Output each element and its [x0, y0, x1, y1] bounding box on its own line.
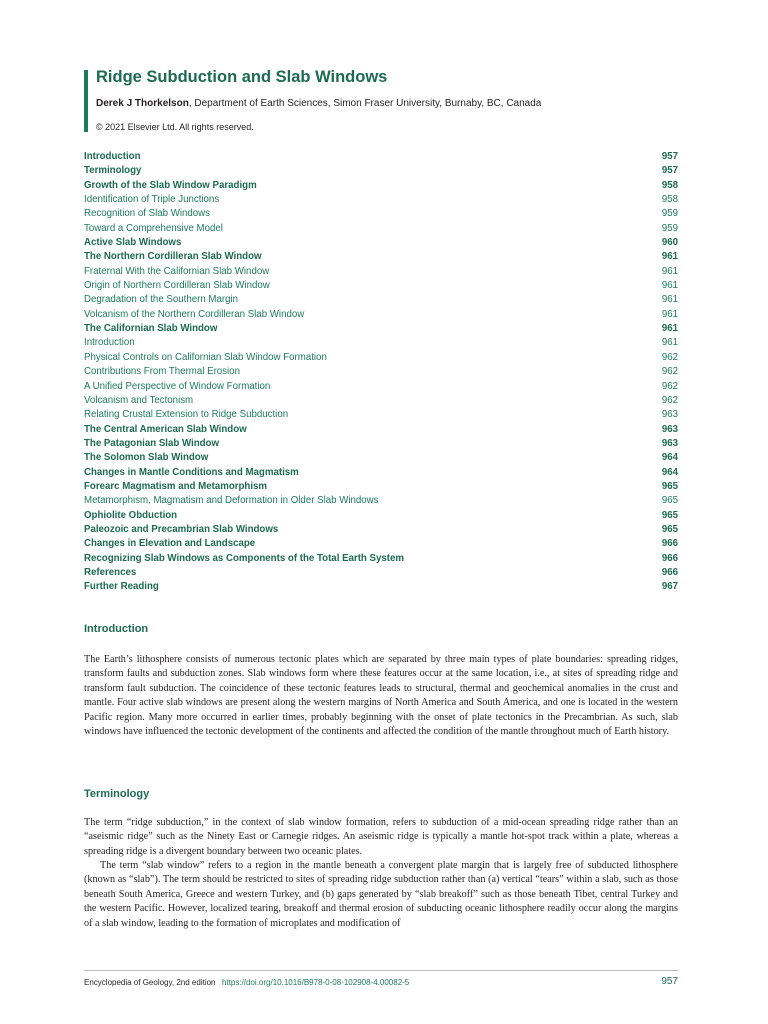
toc-entry[interactable]: [84, 279, 678, 293]
toc-entry[interactable]: [84, 250, 678, 264]
toc-entry-page: 961: [661, 280, 678, 292]
toc-entry-page: 961: [661, 251, 678, 263]
toc-entry[interactable]: [84, 179, 678, 193]
header-accent-bar: [84, 70, 88, 132]
toc-entry-page: 963: [661, 437, 678, 449]
toc-entry[interactable]: [84, 351, 678, 365]
footer-doi-link[interactable]: https://doi.org/10.1016/B978-0-08-102908-4.00082-5: [222, 978, 410, 987]
toc-entry-page: 961: [661, 265, 678, 277]
toc-entry-label: Paleozoic and Precambrian Slab Windows: [84, 523, 279, 535]
toc-entry-label: The Solomon Slab Window: [84, 452, 209, 464]
toc-entry-label: Metamorphism, Magmatism and Deformation in Older Slab Windows: [84, 495, 379, 507]
toc-entry-page: 957: [661, 151, 678, 162]
toc-entry-label: Degradation of the Southern Margin: [84, 294, 239, 306]
toc-entry[interactable]: [84, 437, 678, 451]
toc-entry-page: 959: [661, 208, 678, 220]
author-line: [96, 98, 541, 109]
toc-entry[interactable]: [84, 494, 678, 508]
toc-entry[interactable]: [84, 466, 678, 480]
toc-entry[interactable]: [84, 380, 678, 394]
toc-entry-label: Recognition of Slab Windows: [84, 208, 211, 220]
toc-entry[interactable]: [84, 480, 678, 494]
toc-entry-page: 959: [661, 222, 678, 234]
toc-entry-page: 963: [661, 409, 678, 421]
toc-entry-page: 964: [661, 452, 678, 464]
toc-entry-page: 965: [661, 480, 678, 492]
toc-entry-page: 960: [661, 237, 678, 249]
toc-entry[interactable]: [84, 537, 678, 551]
toc-entry[interactable]: [84, 164, 678, 178]
toc-entry[interactable]: [84, 150, 678, 164]
toc-entry[interactable]: [84, 236, 678, 250]
toc-entry-page: 967: [661, 581, 678, 593]
toc-entry-page: 963: [661, 423, 678, 435]
toc-entry-label: Growth of the Slab Window Paradigm: [84, 179, 257, 191]
copyright-notice: © 2021 Elsevier Ltd. All rights reserved.: [96, 122, 254, 132]
toc-entry-label: Identification of Triple Junctions: [84, 194, 220, 206]
toc-entry-page: 961: [661, 294, 678, 306]
toc-entry-label: Recognizing Slab Windows as Components of the Total Earth System: [84, 552, 404, 564]
toc-entry[interactable]: [84, 394, 678, 408]
author-affiliation: , Department of Earth Sciences, Simon Fraser University, Burnaby, BC, Canada: [188, 98, 542, 109]
section-heading-terminology: Terminology: [84, 788, 150, 800]
toc-entry[interactable]: [84, 451, 678, 465]
toc-entry-page: 966: [661, 566, 678, 578]
toc-entry-label: Contributions From Thermal Erosion: [84, 366, 240, 378]
toc-entry-label: Introduction: [84, 337, 135, 349]
toc-entry-label: Volcanism of the Northern Cordilleran Slab Window: [84, 308, 305, 320]
toc-entry-label: Origin of Northern Cordilleran Slab Window: [84, 280, 270, 292]
section-heading-introduction: Introduction: [84, 623, 149, 635]
toc-entry-label: Fraternal With the Californian Slab Window: [84, 265, 270, 277]
toc-entry[interactable]: [84, 322, 678, 336]
toc-entry-label: Changes in Mantle Conditions and Magmatism: [84, 466, 299, 478]
toc-entry-page: 958: [661, 194, 678, 206]
toc-entry[interactable]: [84, 566, 678, 580]
toc-entry-label: References: [84, 566, 137, 578]
toc-entry[interactable]: [84, 207, 678, 221]
toc-entry[interactable]: [84, 193, 678, 207]
article-title: Ridge Subduction and Slab Windows: [96, 68, 388, 86]
toc-entry-page: 966: [661, 538, 678, 550]
toc-entry-label: Terminology: [84, 165, 142, 177]
toc-entry-label: Volcanism and Tectonism: [84, 394, 194, 406]
toc-entry-label: Changes in Elevation and Landscape: [84, 538, 256, 550]
toc-entry[interactable]: [84, 222, 678, 236]
toc-entry-label: Forearc Magmatism and Metamorphism: [84, 480, 268, 492]
toc-entry-label: Toward a Comprehensive Model: [84, 222, 223, 234]
toc-entry-page: 958: [661, 179, 678, 191]
toc-entry-label: The Northern Cordilleran Slab Window: [84, 251, 262, 263]
toc-entry[interactable]: [84, 423, 678, 437]
toc-entry-label: Relating Crustal Extension to Ridge Subduction: [84, 409, 289, 421]
toc-entry[interactable]: [84, 265, 678, 279]
table-of-contents: [84, 150, 678, 595]
toc-entry-label: Further Reading: [84, 581, 159, 593]
footer-divider: [84, 970, 678, 971]
toc-entry-page: 962: [661, 380, 678, 392]
introduction-paragraph: The Earth’s lithosphere consists of numerous tectonic plates which are separated by three main types of plate boundaries: spreading ridges, transform faults and subduction zones. Slab windows form where these features occur at the same location, i.e., at sites of spreading ridge and transform fault subduction. The coincidence of these tectonic features leads to structural, thermal and geochemical anomalies in the crust and mantle. Four active slab windows are present along the western margins of North America and South America, and one is located in the western Pacific region. Many more occurred in earlier times, probably beginning with the onset of plate tectonics in the Precambrian. As such, slab windows have influenced the tectonic development of the continents and affected the condition of the mantle throughout much of Earth history.: [84, 654, 678, 738]
footer-source: Encyclopedia of Geology, 2nd edition: [84, 978, 216, 987]
toc-entry-label: A Unified Perspective of Window Formation: [84, 380, 271, 392]
toc-entry[interactable]: [84, 308, 678, 322]
toc-entry-page: 964: [661, 466, 678, 478]
toc-entry[interactable]: [84, 336, 678, 350]
toc-entry[interactable]: [84, 408, 678, 422]
toc-entry-page: 962: [661, 351, 678, 363]
toc-entry-label: Active Slab Windows: [84, 237, 182, 249]
toc-entry-page: 957: [661, 165, 678, 177]
toc-entry[interactable]: [84, 293, 678, 307]
toc-entry-page: 965: [661, 509, 678, 521]
toc-entry-page: 961: [661, 308, 678, 320]
toc-entry[interactable]: [84, 523, 678, 537]
toc-entry[interactable]: [84, 365, 678, 379]
toc-entry[interactable]: [84, 552, 678, 566]
toc-entry-label: Physical Controls on Californian Slab Window Formation: [84, 351, 327, 363]
toc-entry-page: 961: [661, 323, 678, 335]
toc-entry[interactable]: [84, 509, 678, 523]
toc-entry-label: The Central American Slab Window: [84, 423, 247, 435]
toc-entry-label: Ophiolite Obduction: [84, 509, 178, 521]
toc-entry-page: 965: [661, 523, 678, 535]
terminology-paragraph-2: The term “slab window” refers to a region in the mantle beneath a convergent plate margin that is largely free of subducted lithosphere (known as “slab”). The term should be restricted to sites of spreading ridge subduction rather than (a) vertical “tears” within a slab, such as those beneath South America, Greece and western Turkey, and (b) gaps generated by “slab breakoff” such as those beneath Tibet, central Turkey and the western Pacific. However, localized tearing, breakoff and thermal erosion of subducting oceanic lithosphere readily occur along the margins of a slab window, leading to the formation of microplates and modification of: [84, 860, 678, 929]
toc-entry-label: Introduction: [84, 151, 141, 162]
toc-entry-page: 966: [661, 552, 678, 564]
toc-entry-label: The Patagonian Slab Window: [84, 437, 220, 449]
author-name: Derek J Thorkelson: [96, 98, 189, 109]
terminology-paragraph-1: The term “ridge subduction,” in the context of slab window formation, refers to subduction of a mid-ocean spreading ridge rather than an “aseismic ridge” such as the Ninety East or Carnegie ridges. An aseismic ridge is typically a mantle hot-spot track within a plate, whereas a spreading ridge is a divergent boundary between two oceanic plates.: [84, 817, 678, 857]
toc-entry-page: 961: [661, 337, 678, 349]
toc-entry-page: 965: [661, 495, 678, 507]
toc-entry-label: The Californian Slab Window: [84, 323, 218, 335]
footer-page-number: 957: [661, 976, 678, 987]
toc-entry-page: 962: [661, 366, 678, 378]
toc-entry-page: 962: [661, 394, 678, 406]
toc-entry[interactable]: [84, 580, 678, 594]
